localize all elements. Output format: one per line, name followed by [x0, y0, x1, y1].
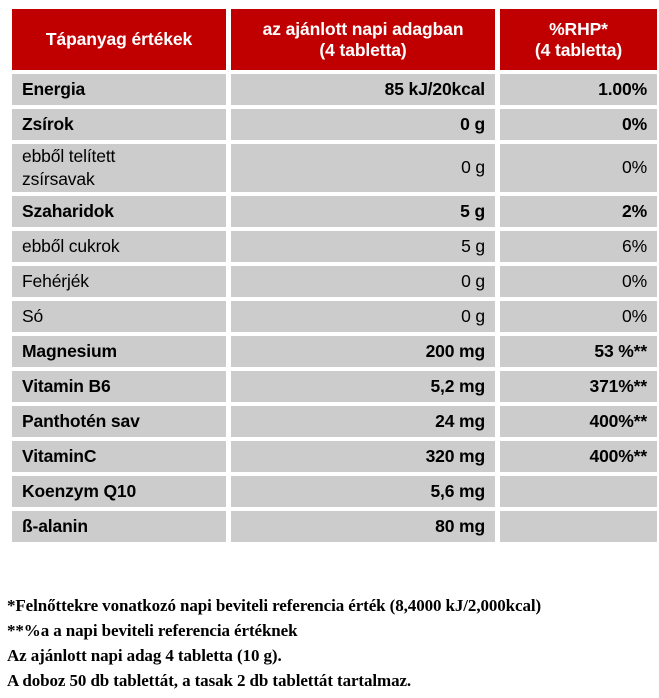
table-header	[12, 9, 657, 70]
table-row	[12, 266, 657, 297]
nutrient-rhp: 0%	[500, 301, 657, 332]
nutrient-name: Vitamin B6	[12, 371, 226, 402]
nutrient-amount: 85 kJ/20kcal	[231, 74, 495, 105]
footnote-rhp-percent: **%a a napi beviteli referencia értéknek	[7, 620, 298, 640]
nutrient-name: Fehérjék	[12, 266, 226, 297]
table-header-row	[12, 9, 657, 70]
nutrient-rhp: 1.00%	[500, 74, 657, 105]
column-header-nutrient	[12, 9, 226, 70]
table-row	[12, 371, 657, 402]
nutrient-name: Panthotén sav	[12, 406, 226, 437]
nutrient-amount: 80 mg	[231, 511, 495, 542]
table-row	[12, 476, 657, 507]
nutrient-amount: 0 g	[231, 301, 495, 332]
nutrient-rhp: 400%**	[500, 441, 657, 472]
footnote-package-contents: A doboz 50 db tablettát, a tasak 2 db tablettát tartalmaz.	[7, 670, 412, 690]
nutrient-rhp: 0%	[500, 144, 657, 192]
table-row	[12, 196, 657, 227]
nutrient-amount: 200 mg	[231, 336, 495, 367]
footnotes-block	[7, 594, 655, 694]
nutrient-amount: 5 g	[231, 231, 495, 262]
column-header-amount-line1: az ajánlott napi adagban	[262, 18, 464, 39]
nutrient-rhp: 0%	[500, 266, 657, 297]
nutrient-amount: 320 mg	[231, 441, 495, 472]
nutrient-rhp: 53 %**	[500, 336, 657, 367]
table-row	[12, 144, 657, 192]
nutrient-rhp: 2%	[500, 196, 657, 227]
nutrient-rhp: 0%	[500, 109, 657, 140]
table-row	[12, 74, 657, 105]
table-row	[12, 406, 657, 437]
table-body	[12, 74, 657, 542]
nutrient-amount: 0 g	[231, 109, 495, 140]
nutrient-name: Magnesium	[12, 336, 226, 367]
footnote-daily-dose: Az ajánlott napi adag 4 tabletta (10 g).	[7, 645, 282, 665]
nutrient-name: Só	[12, 301, 226, 332]
nutrient-amount: 5,2 mg	[231, 371, 495, 402]
table-row	[12, 511, 657, 542]
nutrient-name: Energia	[12, 74, 226, 105]
column-header-nutrient-line1: Tápanyag értékek	[45, 29, 193, 50]
nutrient-amount: 5,6 mg	[231, 476, 495, 507]
nutrient-name: Koenzym Q10	[12, 476, 226, 507]
nutrient-amount: 5 g	[231, 196, 495, 227]
nutrient-amount: 0 g	[231, 266, 495, 297]
table-row	[12, 231, 657, 262]
nutrient-amount: 24 mg	[231, 406, 495, 437]
nutrient-name-line1: ebből telített	[22, 146, 116, 166]
nutrient-name: Zsírok	[12, 109, 226, 140]
column-header-rhp	[500, 9, 657, 70]
nutrient-rhp: 371%**	[500, 371, 657, 402]
column-header-rhp-line1: %RHP*	[549, 18, 608, 39]
nutrition-facts-table	[7, 5, 659, 546]
nutrient-rhp	[500, 476, 657, 507]
table-row	[12, 441, 657, 472]
column-header-amount-line2: (4 tabletta)	[319, 39, 407, 60]
column-header-rhp-line2: (4 tabletta)	[534, 39, 623, 60]
nutrient-name: VitaminC	[12, 441, 226, 472]
nutrient-rhp: 6%	[500, 231, 657, 262]
table-row	[12, 301, 657, 332]
nutrient-name: ebből cukrok	[12, 231, 226, 262]
nutrient-name: Szaharidok	[12, 196, 226, 227]
footnote-rhp-reference: *Felnőttekre vonatkozó napi beviteli referencia érték (8,4000 kJ/2,000kcal)	[7, 596, 542, 615]
nutrient-rhp: 400%**	[500, 406, 657, 437]
table-row	[12, 109, 657, 140]
nutrient-name-line2: zsírsavak	[22, 168, 95, 189]
column-header-amount	[231, 9, 495, 70]
nutrient-rhp	[500, 511, 657, 542]
nutrient-name	[12, 144, 226, 192]
nutrient-name: ß-alanin	[12, 511, 226, 542]
table-row	[12, 336, 657, 367]
nutrient-amount: 0 g	[231, 144, 495, 192]
